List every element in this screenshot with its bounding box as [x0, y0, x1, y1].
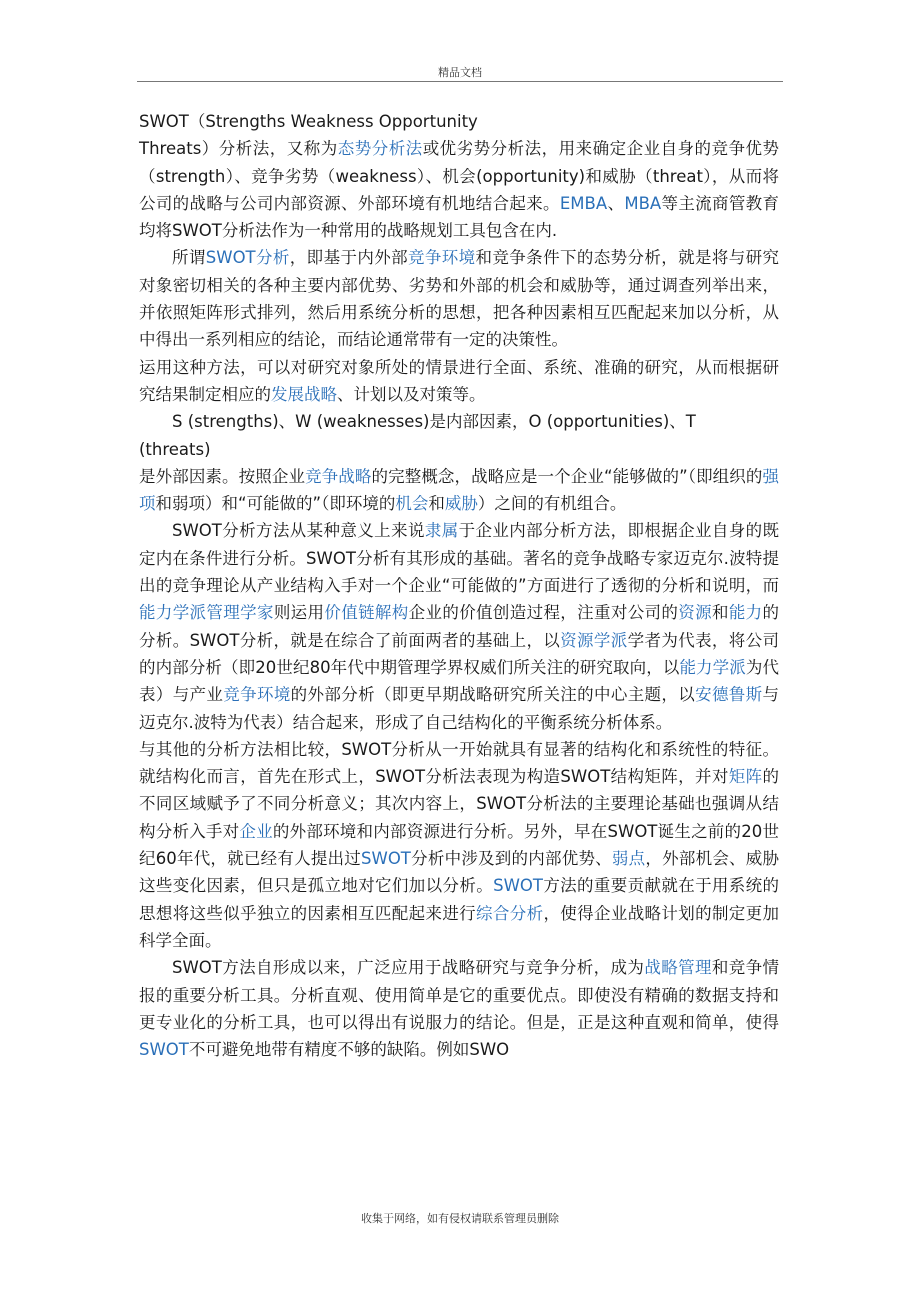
document-body [139, 108, 779, 1063]
page-header: 精品文档 [438, 66, 482, 79]
text-run: 或优劣势分析法，用来确定企业自身的竞争优势（strength）、竞争劣势（weakness）、机会(opportunity)和威胁（threat），从而将公司的战略与公司内部资源、外部环境有机地结合起来。 [139, 139, 780, 213]
text-run: ）之间的有机组合。 [477, 494, 627, 514]
hyperlink[interactable]: MBA [624, 193, 662, 213]
text-run: 的外部分析（即更早期战略研究所关注的中心主题，以 [290, 685, 696, 705]
hyperlink[interactable]: SWOT [139, 1040, 189, 1060]
hyperlink[interactable]: 弱点 [611, 849, 646, 869]
hyperlink[interactable]: 能力 [728, 603, 763, 623]
page-footer: 收集于网络，如有侵权请联系管理员删除 [361, 1212, 559, 1225]
text-run: 的外部环境和内部资源进行分析。另外，早在SWOT诞生之前的20世纪60年代，就已经有人提出过 [139, 821, 780, 869]
text-run: 和 [428, 494, 445, 514]
text-run: 、计划以及对策等。 [337, 384, 486, 404]
paragraph [139, 517, 779, 735]
text-run: 则运用 [273, 603, 325, 623]
text-run: SWOT分析方法从某种意义上来说 [172, 521, 425, 541]
hyperlink[interactable]: 矩阵 [728, 767, 763, 787]
text-run: 所谓 [172, 248, 206, 268]
text-run: 和 [711, 603, 729, 623]
hyperlink[interactable]: 价值链解构 [324, 603, 409, 623]
hyperlink[interactable]: 威胁 [444, 494, 478, 514]
text-run: 为代表）与产业 [139, 657, 779, 705]
text-run: 的不同区域赋予了不同分析意义；其次内容上，SWOT分析法的主要理论基础也强调从结构分析入手对 [139, 767, 779, 841]
text-run: 企业的价值创造过程，注重对公司的 [408, 603, 679, 623]
text-run: ，即基于内外部 [289, 248, 408, 268]
hyperlink[interactable]: 能力学派 [679, 657, 746, 677]
text-run: 与其他的分析方法相比较，SWOT分析从一开始就具有显著的结构化和系统性的特征。就结构化而言，首先在形式上，SWOT分析法表现为构造SWOT结构矩阵，并对 [139, 739, 779, 787]
paragraph [139, 108, 779, 244]
text-run: 于企业内部分析方法，即根据企业自身的既定内在条件进行分析。SWOT分析有其形成的基础。著名的竞争战略专家迈克尔.波特提出的竞争理论从产业结构入手对一个企业“可能做的”方面进行了透彻的分析和说明，而 [139, 521, 780, 596]
text-run: 分析中涉及到的内部优势、 [410, 849, 612, 869]
text-run: ，使得企业战略计划的制定更加科学全面。 [139, 903, 780, 950]
text-run: 不可避免地带有精度不够的缺陷。例如SWO [188, 1040, 510, 1060]
hyperlink[interactable]: 企业 [239, 821, 273, 841]
hyperlink[interactable]: 资源学派 [560, 630, 628, 650]
hyperlink[interactable]: 竞争战略 [305, 466, 372, 486]
hyperlink[interactable]: 综合分析 [476, 903, 544, 923]
hyperlink[interactable]: 战略管理 [644, 958, 712, 978]
hyperlink[interactable]: 强项 [139, 466, 780, 514]
text-run: 和竞争情报的重要分析工具。分析直观、使用简单是它的重要优点。即使没有精确的数据支持和更专业化的分析工具，也可以得出有说服力的结论。但是，正是这种直观和简单，使得 [139, 958, 780, 1032]
text-run: ，外部机会、威胁这些变化因素，但只是孤立地对它们加以分析。 [139, 849, 780, 896]
text-run: 、 [607, 193, 625, 213]
text-run: 运用这种方法，可以对研究对象所处的情景进行全面、系统、准确的研究，从而根据研究结果制定相应的 [139, 357, 779, 404]
text-run: 和竞争条件下的态势分析，就是将与研究对象密切相关的各种主要内部优势、劣势和外部的机会和威胁等，通过调查列举出来，并依照矩阵形式排列，然后用系统分析的思想，把各种因素相互匹配起来加以分析，从中得出一系列相应的结论，而结论通常带有一定的决策性。 [139, 248, 780, 350]
text-run: 与迈克尔.波特为代表）结合起来，形成了自己结构化的平衡系统分析体系。 [139, 685, 780, 732]
hyperlink[interactable]: 机会 [395, 494, 429, 514]
text-run: 学者为代表，将公司的内部分析（即20世纪80年代中期管理学界权威们所关注的研究取向，以 [139, 630, 780, 677]
paragraph [139, 244, 779, 353]
text-run: 和弱项）和“可能做的”（即环境的 [155, 494, 396, 514]
hyperlink[interactable]: 安德鲁斯 [695, 685, 763, 705]
text-run: Threats）分析法，又称为 [139, 139, 338, 159]
text-run: SWOT方法自形成以来，广泛应用于战略研究与竞争分析，成为 [172, 958, 645, 978]
hyperlink[interactable]: EMBA [559, 193, 608, 213]
hyperlink[interactable]: 能力学派管理学家 [139, 603, 274, 623]
hyperlink[interactable]: SWOT分析 [205, 248, 290, 268]
hyperlink[interactable]: SWOT [361, 849, 411, 869]
hyperlink[interactable]: 竞争环境 [223, 685, 291, 705]
hyperlink[interactable]: 资源 [678, 603, 712, 623]
text-run: SWOT（Strengths Weakness Opportunity [139, 112, 478, 131]
hyperlink[interactable]: 隶属 [424, 521, 459, 541]
hyperlink[interactable]: 竞争环境 [407, 248, 476, 268]
text-run: S (strengths)、W (weaknesses)是内部因素，O (opportunities)、T [172, 412, 696, 432]
paragraph [139, 736, 779, 954]
hyperlink[interactable]: 态势分析法 [337, 139, 423, 159]
hyperlink[interactable]: SWOT [493, 876, 543, 896]
text-run: 方法的重要贡献就在于用系统的思想将这些似乎独立的因素相互匹配起来进行 [139, 876, 780, 923]
paragraph [139, 354, 779, 409]
paragraph [139, 408, 779, 517]
text-run: 的完整概念，战略应是一个企业“能够做的”（即组织的 [371, 466, 763, 486]
hyperlink[interactable]: 发展战略 [271, 384, 337, 404]
text-run: 的分析。SWOT分析，就是在综合了前面两者的基础上，以 [139, 603, 780, 650]
text-run: 等主流商管教育均将SWOT分析法作为一种常用的战略规划工具包含在内. [139, 193, 780, 241]
paragraph [139, 954, 779, 1063]
header-rule [137, 81, 783, 82]
text-run: (threats) [139, 439, 211, 459]
text-run: 是外部因素。按照企业 [139, 466, 306, 486]
